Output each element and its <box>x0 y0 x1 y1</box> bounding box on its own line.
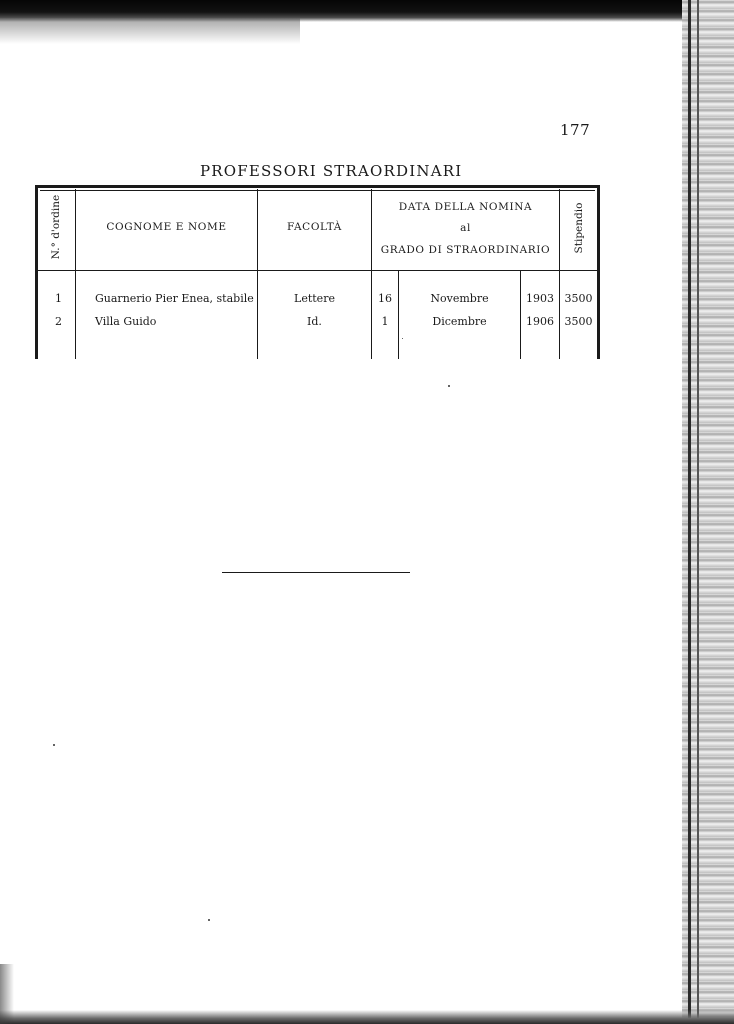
column-divider <box>559 189 560 359</box>
scan-shadow-corner <box>0 964 14 1024</box>
row-1-salary: 3500 <box>564 292 593 305</box>
row-1-day: 16 <box>378 292 392 305</box>
paper-speck <box>208 919 210 921</box>
header-divider <box>38 270 597 271</box>
row-2-year: 1906 <box>526 315 554 328</box>
table-title: PROFESSORI STRAORDINARI <box>200 162 463 180</box>
row-1-year: 1903 <box>526 292 554 305</box>
header-date-line2: al <box>460 222 471 234</box>
section-separator-rule <box>222 572 410 573</box>
header-order-number: N.° d'ordine <box>50 194 62 260</box>
header-date-line1: DATA DELLA NOMINA <box>398 201 533 213</box>
header-faculty: FACOLTÀ <box>287 221 342 233</box>
row-2-order: 2 <box>55 315 62 328</box>
row-2-name: Villa Guido <box>95 315 157 328</box>
row-1-name: Guarnerio Pier Enea, stabile <box>95 292 254 305</box>
column-divider <box>257 189 258 359</box>
row-1-order: 1 <box>55 292 62 305</box>
column-divider <box>75 189 76 359</box>
header-name: COGNOME E NOME <box>106 221 227 233</box>
header-date-line3: GRADO DI STRAORDINARIO <box>380 244 551 256</box>
column-divider <box>371 189 372 359</box>
paper-speck <box>53 744 55 746</box>
row-2-faculty: Id. <box>307 315 322 328</box>
page-number: 177 <box>560 121 591 139</box>
scan-border-line <box>688 0 691 1024</box>
paper-speck <box>448 385 450 387</box>
scan-edge-bottom <box>0 1010 734 1024</box>
row-2-month: Dicembre <box>432 315 487 328</box>
row-1-month: Novembre <box>430 292 489 305</box>
row-2-salary: 3500 <box>564 315 593 328</box>
scan-shadow-top <box>0 18 300 44</box>
row-2-day: 1 <box>381 315 389 328</box>
scan-border-line <box>697 0 699 1024</box>
header-salary: Stipendio <box>573 202 585 254</box>
row-1-faculty: Lettere <box>294 292 335 305</box>
